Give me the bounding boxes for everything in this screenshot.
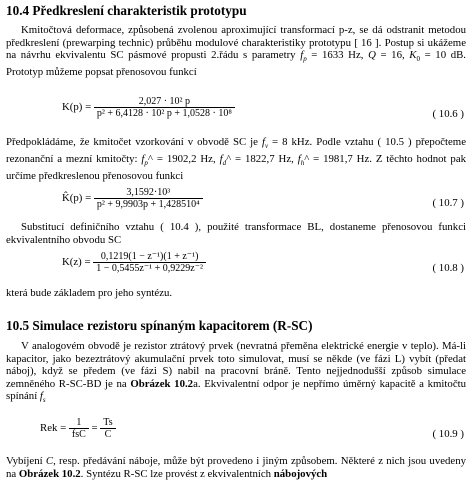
eq-denominator: 1 − 0,5455z⁻¹ + 0,9229z⁻² xyxy=(93,262,206,274)
eq-denominator: p² + 6,4128 · 10² p + 1,0528 · 10⁸ xyxy=(94,107,235,119)
equation-10-8 xyxy=(62,251,206,274)
equation-10-6 xyxy=(62,96,235,119)
equation-number: ( 10.9 ) xyxy=(432,428,464,440)
eq-numerator: 1 xyxy=(76,417,82,428)
eq-denominator: p² + 9,9903p + 1,428510⁴ xyxy=(94,198,203,210)
eq-equals: = xyxy=(91,421,98,434)
paragraph-substitution: Substitucí definičního vztahu ( 10.4 ), použité transformace BL, dostaneme přenosovou funkci ekvivalentního obvodu SC xyxy=(6,221,466,246)
eq-numerator: Ts xyxy=(103,417,113,428)
section-heading-10-4: 10.4 Předkreslení charakteristik prototypu xyxy=(6,3,247,18)
eq-lhs: K(z) = xyxy=(62,255,91,268)
paragraph-discharge: Vybíjení C, resp. předávání náboje, může být provedeno i jiným způsobem. Některé z nich jsou uvedeny na Obrázek 10.2. Syntézu R-SC lze provést z ekvivalentních nábojových xyxy=(6,455,466,480)
paragraph-prewarping-intro: Kmitočtová deformace, způsobená zvolenou aproximující transformací p-z, se dá odstranit metodou předkreslení (prewarping technic) průběhu modulové charakteristiky prototypu [ 16 ]. Postup si ukážeme na návrhu ekvivalentu SC pásmové propusti 2.řádu s parametry $f_p = 1633$ Hz, Q = 16, $K_0 = 10$ dB. Prototyp můžeme popsat přenosovou funkcí xyxy=(6,24,466,78)
eq-lhs: Rek = xyxy=(40,421,67,434)
eq-lhs: K̂(p) = xyxy=(62,191,92,204)
paragraph-sampling: Předpokládáme, že kmitočet vzorkování v obvodě SC je $f_v = 8$ kHz. Podle vztahu ( 10.5 ) přepočteme rezonanční a mezní kmitočty: $f_p\^{} = 1902,2$ Hz, $f_d\^{} = 1822,7$ Hz, $f_h\^{} = 1981,7$ Hz. Z těchto hodnot pak určíme předkreslenou přenosovou funkci xyxy=(6,136,467,182)
eq-denominator: C xyxy=(100,428,115,440)
equation-10-9 xyxy=(40,417,116,440)
equation-number: ( 10.8 ) xyxy=(432,262,464,274)
equation-number: ( 10.6 ) xyxy=(432,108,464,120)
equation-number: ( 10.7 ) xyxy=(432,197,464,209)
eq-numerator: 3,1592·10³ xyxy=(126,187,171,198)
paragraph-rsc-intro: V analogovém obvodě je rezistor ztrátový prvek (nevratná přeměna elektrické energie v teplo). Má-li kapacitor, jako bezeztrátový akumulační prvek toto simulovat, musí se někde (ve fázi L) vybít (předat náboj), když se předem (ve fázi S) nabil na pracovní bráně. Tento nejjednodušší způsob simulace zemněného R-SC-BD je na Obrázek 10.2a. Ekvivalentní odpor je nepřímo úměrný kapacitě a kmitočtu spínání $f_s$ xyxy=(6,340,467,405)
section-heading-10-5: 10.5 Simulace rezistoru spínaným kapacitorem (R-SC) xyxy=(6,318,313,333)
eq-numerator: 2,027 · 10² p xyxy=(138,96,191,107)
eq-numerator: 0,1219(1 − z⁻¹)(1 + z⁻¹) xyxy=(100,251,199,262)
eq-lhs: K(p) = xyxy=(62,100,92,113)
equation-10-7 xyxy=(62,187,203,210)
paragraph-synthesis-basis: která bude základem pro jeho syntézu. xyxy=(6,287,173,299)
eq-denominator: fsC xyxy=(69,428,89,440)
